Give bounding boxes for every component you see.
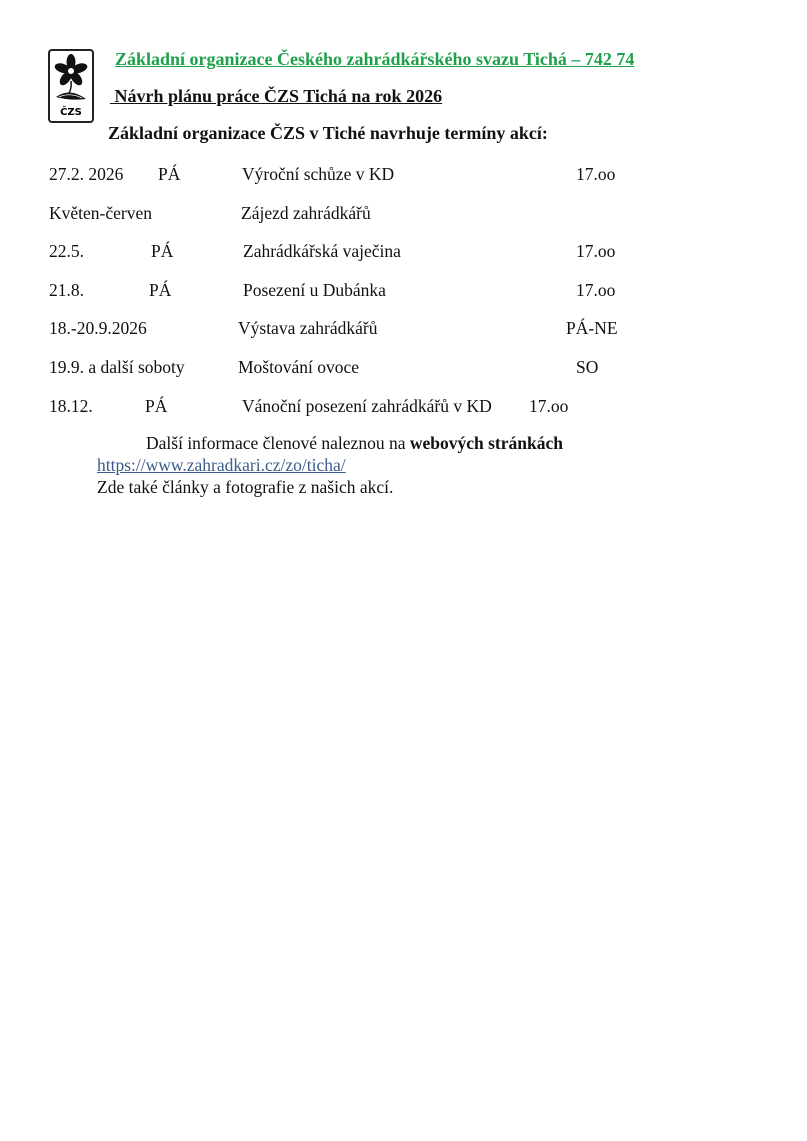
event-date: 18.-20.9.2026 <box>49 318 147 338</box>
event-row <box>0 241 807 263</box>
event-time: 17.oo <box>576 280 616 300</box>
event-date: 19.9. a další soboty <box>49 357 185 377</box>
event-time: PÁ-NE <box>566 318 618 338</box>
event-time: SO <box>576 357 599 377</box>
info-bold: webových stránkách <box>409 433 563 453</box>
event-row <box>0 357 807 379</box>
event-date: 21.8. <box>49 280 84 300</box>
org-title: Základní organizace Českého zahrádkářského svazu Tichá – 742 74 <box>115 49 635 69</box>
info-text: Další informace členové naleznou na <box>146 433 410 453</box>
event-name: Výstava zahrádkářů <box>238 318 378 338</box>
info-paragraph <box>146 433 563 454</box>
note-text: Zde také články a fotografie z našich akcí. <box>97 477 394 497</box>
event-row <box>0 280 807 302</box>
event-time: 17.oo <box>576 164 616 184</box>
event-time: 17.oo <box>529 396 569 416</box>
event-name: Moštování ovoce <box>238 357 360 377</box>
event-day: PÁ <box>149 280 172 300</box>
event-name: Posezení u Dubánka <box>243 280 386 300</box>
event-date: 27.2. 2026 <box>49 164 124 184</box>
event-name: Zahrádkářská vaječina <box>243 241 401 261</box>
logo-text: ČZS <box>60 107 82 118</box>
event-name: Výroční schůze v KD <box>242 164 395 184</box>
website-link[interactable]: https://www.zahradkari.cz/zo/ticha/ <box>97 455 346 475</box>
czs-logo <box>48 49 94 123</box>
event-day: PÁ <box>158 164 181 184</box>
event-row <box>0 318 807 340</box>
event-day: PÁ <box>145 396 168 416</box>
event-name: Zájezd zahrádkářů <box>241 203 371 223</box>
event-date: 18.12. <box>49 396 93 416</box>
flower-icon <box>50 51 92 121</box>
event-name: Vánoční posezení zahrádkářů v KD <box>242 396 492 416</box>
event-time: 17.oo <box>576 241 616 261</box>
event-day: PÁ <box>151 241 174 261</box>
event-row <box>0 396 807 418</box>
intro-text: Základní organizace ČZS v Tiché navrhuje termíny akcí: <box>108 123 548 143</box>
event-row <box>0 203 807 225</box>
event-date: Květen-červen <box>49 203 152 223</box>
plan-title: Návrh plánu práce ČZS Tichá na rok 2026 <box>110 86 443 106</box>
event-row <box>0 164 807 186</box>
event-date: 22.5. <box>49 241 84 261</box>
